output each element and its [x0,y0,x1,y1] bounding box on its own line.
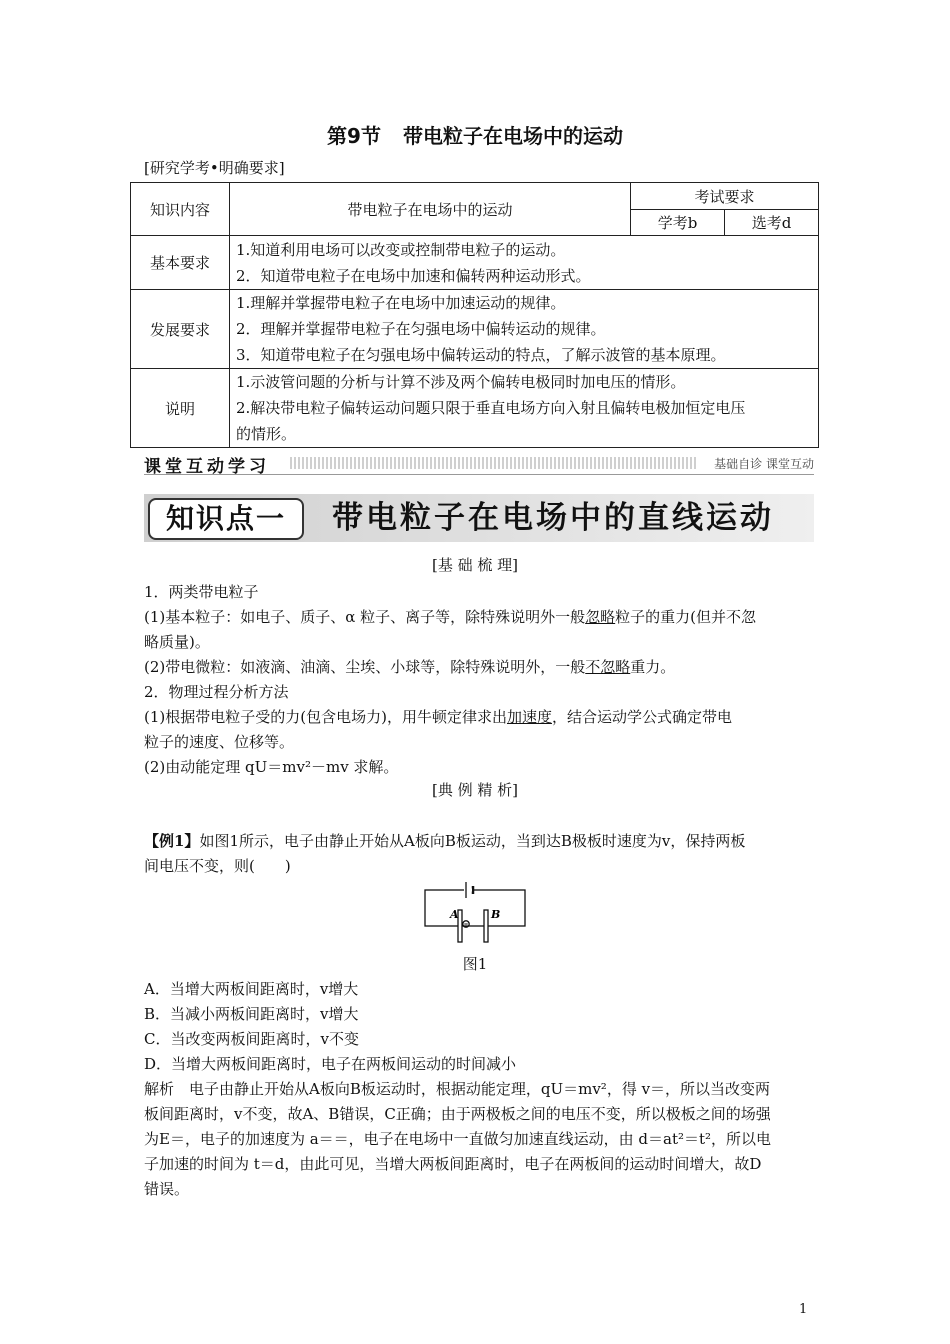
knowledge-point-title: 带电粒子在电场中的直线运动 [332,500,774,536]
requirements-subhead: [研究学考•明确要求] [144,159,285,177]
row-content [230,236,819,290]
knowledge-point-header [144,494,814,542]
row-line: 2.解决带电粒子偏转运动问题只限于垂直电场方向入射且偏转电极加恒定电压 [236,399,746,417]
solution-line: 错误。 [144,1180,190,1198]
table-row [131,236,819,290]
row-label: 说明 [131,369,230,448]
row-line: 的情形。 [236,425,297,443]
paragraph: 2．物理过程分析方法 [144,683,289,701]
xuekao-header: 学考b [631,210,725,236]
section-title: 带电粒子在电场中的运动 [402,124,623,148]
banner-title: 课堂互动学习 [144,457,270,477]
paragraph: (1)基本粒子：如电子、质子、α 粒子、离子等，除特殊说明外一般忽略粒子的重力(但并不忽 [144,608,757,626]
row-line: 3．知道带电粒子在匀强电场中偏转运动的特点，了解示波管的基本原理。 [236,346,726,364]
banner-right-label: 基础自诊 课堂互动 [714,457,814,471]
circuit-diagram [418,878,530,944]
example-tag: 【例1】 [144,832,200,850]
section-number: 第9节 [327,124,381,148]
paragraph: (1)根据带电粒子受的力(包含电场力)，用牛顿定律求出加速度，结合运动学公式确定带电 [144,708,732,726]
option-a: A．当增大两板间距离时，v增大 [144,980,359,998]
page-title [0,120,950,149]
solution-line: 子加速的时间为 t＝d，由此可见，当增大两板间距离时，电子在两板间的运动时间增大，故D [144,1155,762,1173]
row-line: 2．理解并掌握带电粒子在匀强电场中偏转运动的规律。 [236,320,606,338]
option-d: D．当增大两板间距离时，电子在两板间运动的时间减小 [144,1055,517,1073]
example-options [144,977,814,1202]
plate-a [458,910,462,942]
col-content-header: 知识内容 [131,183,230,236]
table-row [131,369,819,448]
solution-line: 解析 电子由静止开始从A板向B板运动时，根据动能定理，qU＝mv²，得 v＝，所以当改变两 [144,1080,771,1098]
figure-caption: 图1 [462,955,488,973]
basics-content [144,580,814,780]
plate-b-label: B [491,908,501,921]
solution-line: 为E＝，电子的加速度为 a＝＝，电子在电场中一直做匀加速直线运动，由 d＝at²＝t²，所以电 [144,1130,772,1148]
paragraph: 1．两类带电粒子 [144,583,259,601]
paragraph: 略质量)。 [144,633,210,651]
section-banner [144,452,814,475]
paragraph: 间电压不变，则( ) [144,857,291,875]
exam-req-header: 考试要求 [631,183,819,210]
solution-line: 板间距离时，v不变，故A、B错误，C正确；由于两极板之间的电压不变，所以极板之间的场强 [144,1105,771,1123]
row-line: 1.理解并掌握带电粒子在电场中加速运动的规律。 [236,294,566,312]
plate-b [484,910,488,942]
table-row [131,290,819,369]
row-label: 基本要求 [131,236,230,290]
example-question [144,829,814,879]
row-line: 2．知道带电粒子在电场中加速和偏转两种运动形式。 [236,266,591,285]
paragraph: 【例1】如图1所示，电子由静止开始从A板向B板运动，当到达B极板时速度为v，保持两板 [144,832,746,850]
row-label: 发展要求 [131,290,230,369]
underlined-answer: 不忽略 [585,658,631,676]
option-c: C．当改变两板间距离时，v不变 [144,1030,359,1048]
row-content [230,369,819,448]
underlined-answer: 忽略 [585,608,616,626]
paragraph: 粒子的速度、位移等。 [144,733,295,751]
basics-heading: [基 础 梳 理] [431,556,518,574]
example-heading: [典 例 精 析] [431,781,518,799]
paragraph: (2)由动能定理 qU＝mv²－mv 求解。 [144,758,399,776]
plate-a-label: A [450,908,459,921]
row-line: 1.示波管问题的分析与计算不涉及两个偏转电极同时加电压的情形。 [236,373,686,391]
knowledge-point-label: 知识点一 [148,498,304,540]
xuankao-header: 选考d [725,210,819,236]
banner-pattern [290,457,696,469]
circuit-wire [425,890,525,926]
page-number: 1 [799,1302,808,1317]
requirements-table [130,182,819,448]
underlined-answer: 加速度 [506,708,552,726]
topic-cell: 带电粒子在电场中的运动 [230,183,631,236]
paragraph: (2)带电微粒：如液滴、油滴、尘埃、小球等，除特殊说明外，一般不忽略重力。 [144,658,676,676]
row-line: 1.知道利用电场可以改变或控制带电粒子的运动。 [236,240,566,259]
option-b: B．当减小两板间距离时，v增大 [144,1005,359,1023]
row-content [230,290,819,369]
